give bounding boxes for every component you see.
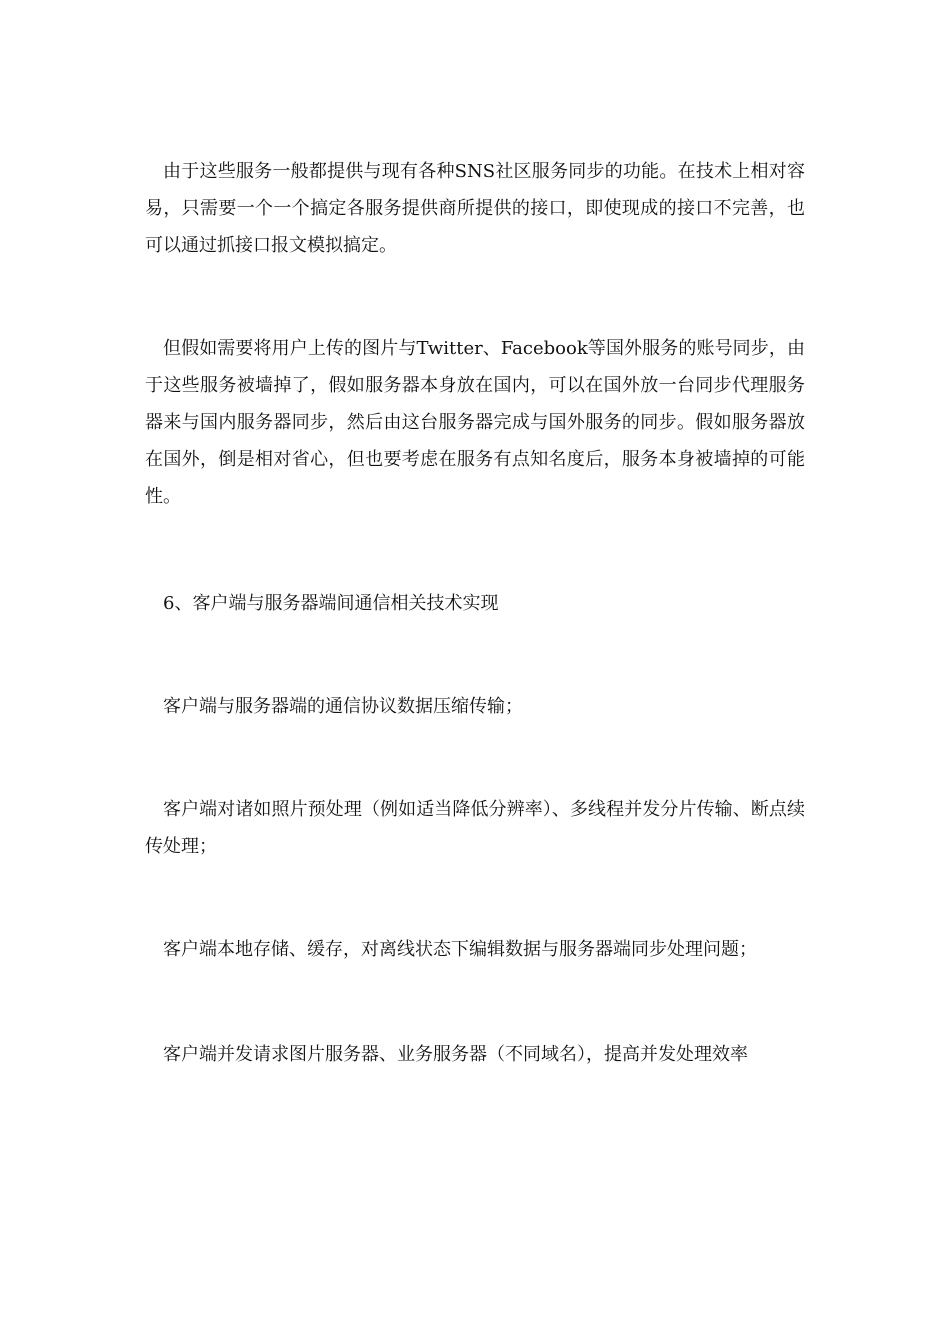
paragraph-sns-sync: 由于这些服务一般都提供与现有各种SNS社区服务同步的功能。在技术上相对容易，只需要一个一个搞定各服务提供商所提供的接口，即使现成的接口不完善，也可以通过抓接口报文模拟搞定。: [145, 161, 805, 256]
paragraph-compression: 客户端与服务器端的通信协议数据压缩传输；: [163, 696, 523, 717]
paragraph-concurrent-requests: 客户端并发请求图片服务器、业务服务器（不同域名），提高并发处理效率: [163, 1044, 748, 1065]
paragraph-preprocessing: 客户端对诸如照片预处理（例如适当降低分辨率）、多线程并发分片传输、断点续传处理；: [145, 799, 805, 857]
section-heading: 6、客户端与服务器端间通信相关技术实现: [163, 593, 499, 614]
paragraph-foreign-sync: 但假如需要将用户上传的图片与Twitter、Facebook等国外服务的账号同步，由于这些服务被墙掉了，假如服务器本身放在国内，可以在国外放一台同步代理服务器来与国内服务器同步，然后由这台服务器完成与国外服务的同步。假如服务器放在国外，倒是相对省心，但也要考虑在服务有点知名度后，服务本身被墙掉的可能性。: [145, 338, 805, 507]
paragraph-offline-storage: 客户端本地存储、缓存，对离线状态下编辑数据与服务器端同步处理问题；: [163, 939, 757, 960]
